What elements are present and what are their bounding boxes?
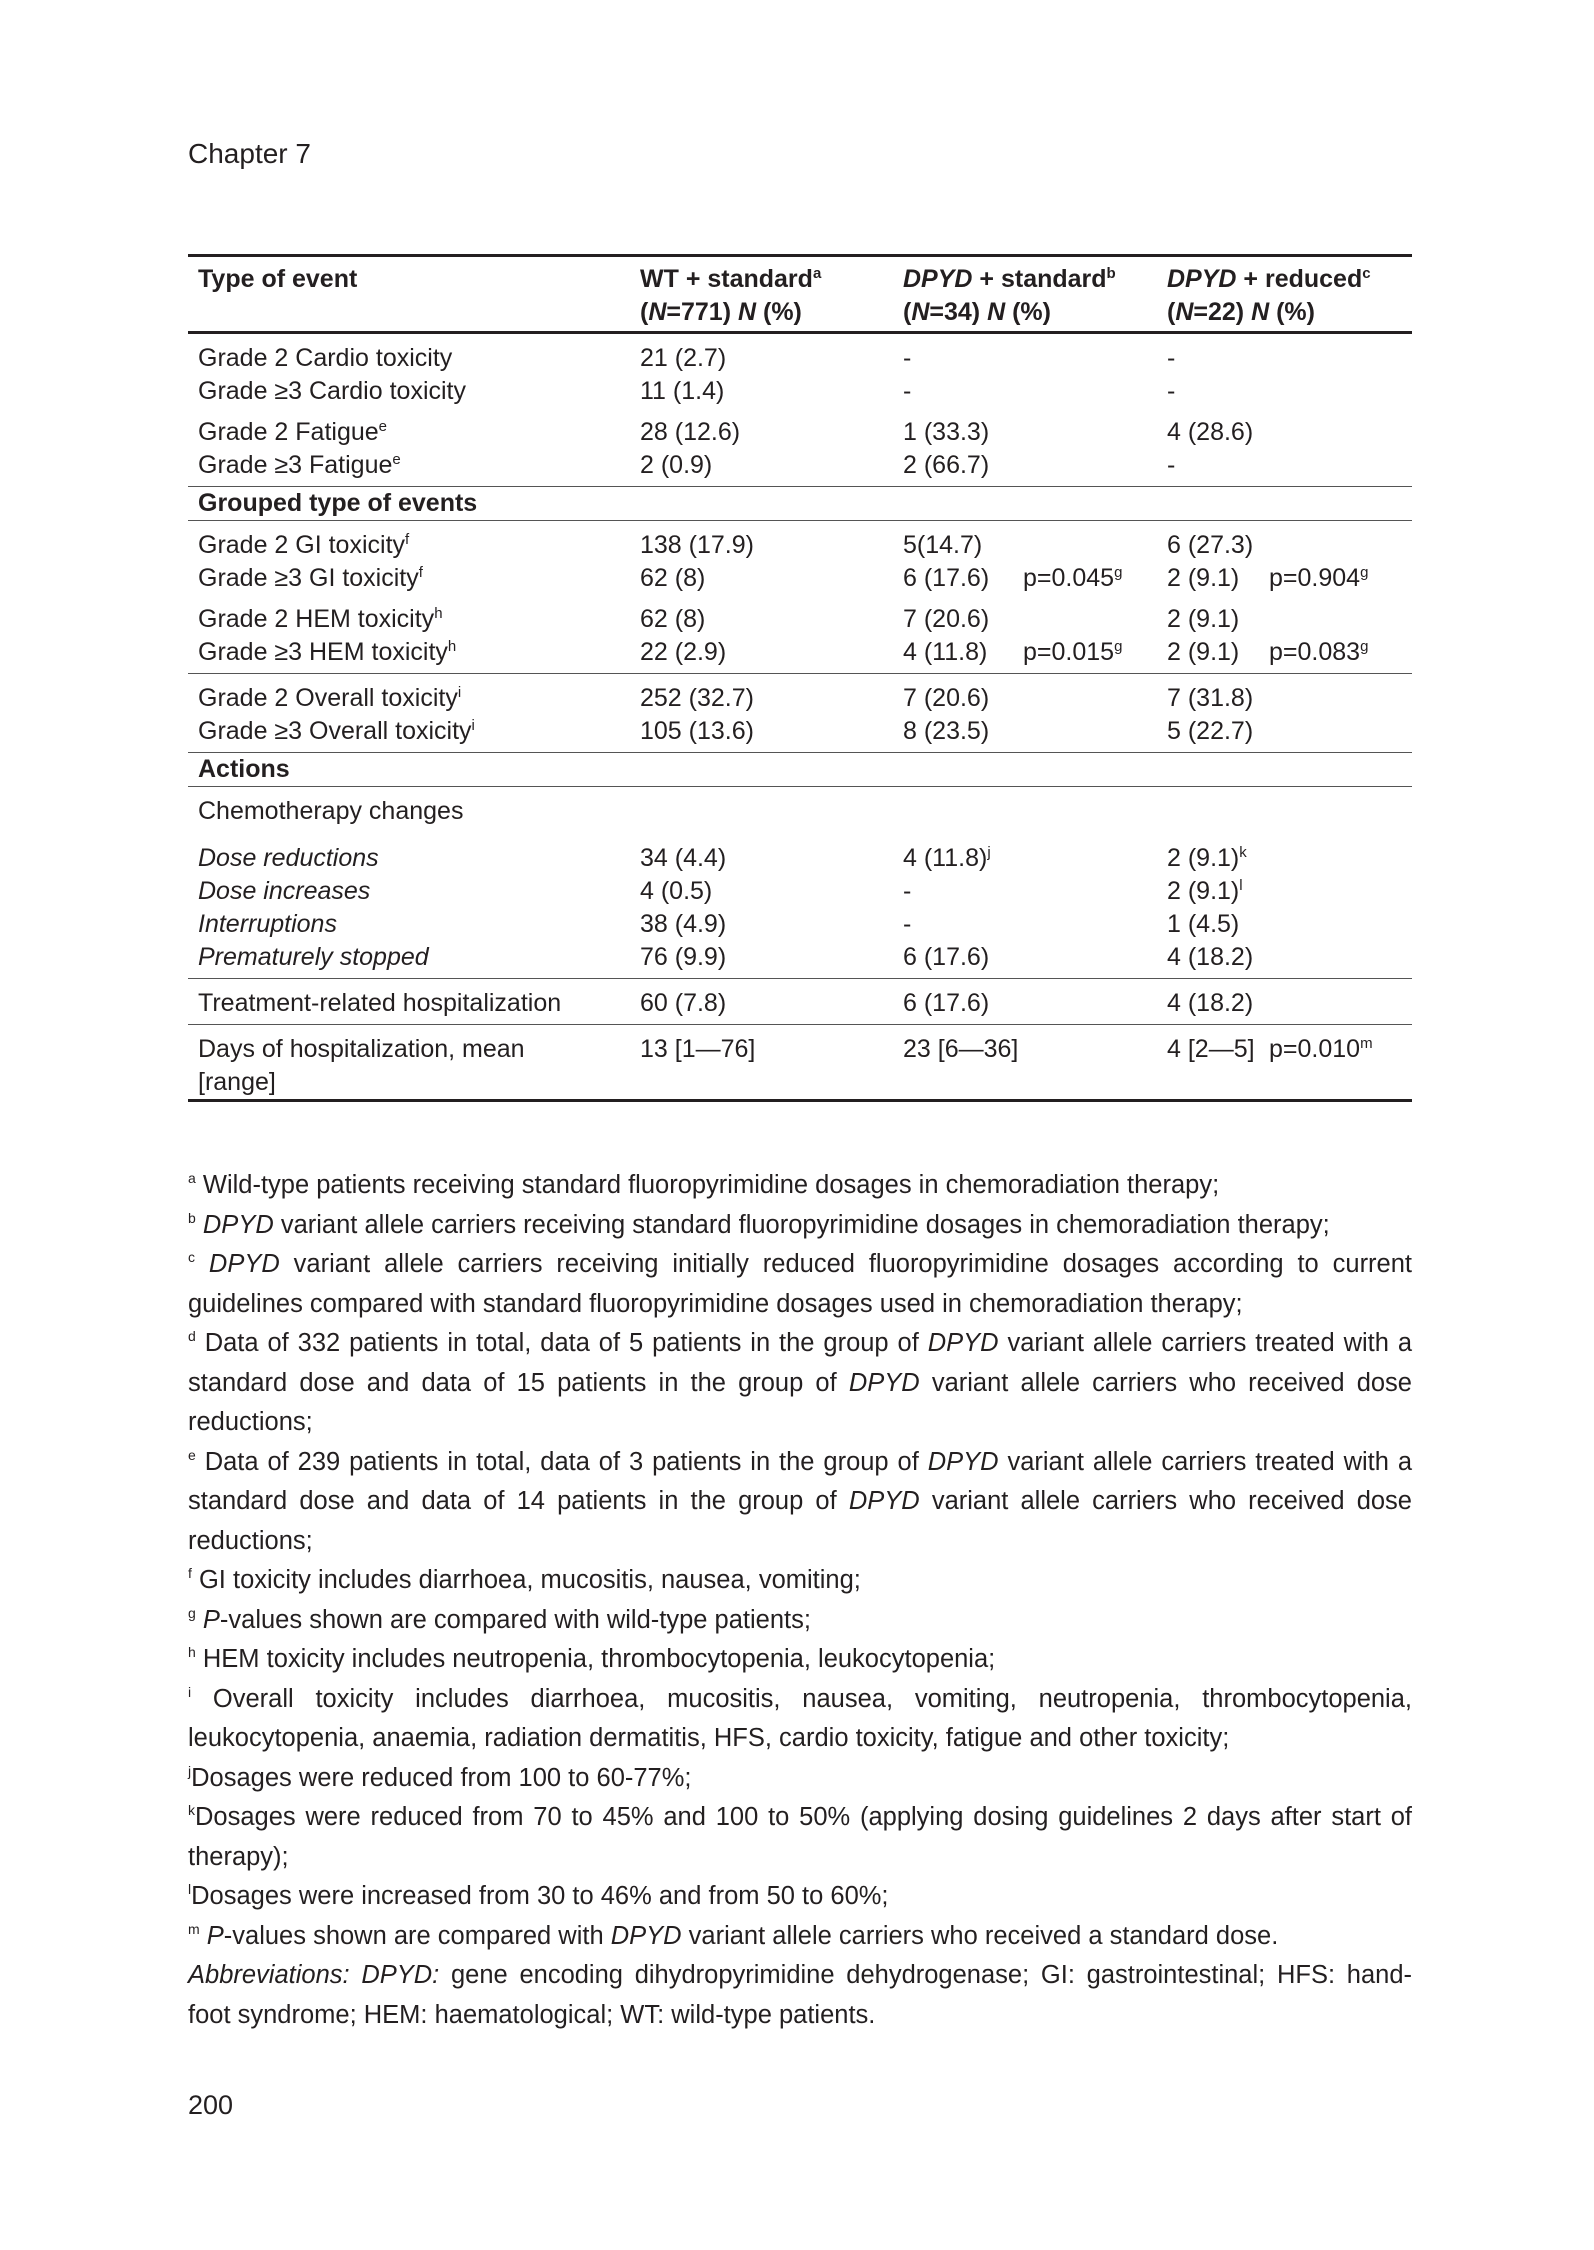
table-row: Grade 2 HEM toxicity$^h$ 62 (8) 7 (20.6) 2 (9.1): [198, 605, 1240, 633]
footnote-e: $^e$ Data of 239 patients in total, data of 3 patients in the group of DPYD variant allele carriers treated with a standard dose and data of 14 patients in the group of DPYD variant allele carriers who received dose reductions;: [188, 1446, 1413, 1555]
col-header-dpyd-standard: DPYD + standard$^b$ (N=34) N (%): [903, 265, 1116, 326]
table-row: Grade ≥3 HEM toxicity$^h$ 22 (2.9) 4 (11.8) p=0.015$^g$ 2 (9.1) p=0.083$^g$: [198, 638, 1369, 666]
table-row: Grade ≥3 GI toxicity$^f$ 62 (8) 6 (17.6) p=0.045$^g$ 2 (9.1) p=0.904$^g$: [198, 564, 1369, 592]
table-row: Chemotherapy changes: [188, 787, 1412, 829]
footnote-a: $^a$ Wild-type patients receiving standard fluoropyrimidine dosages in chemoradiation therapy;: [188, 1170, 1220, 1199]
table-row: Grade 2 Overall toxicity$^i$ 252 (32.7) 7 (20.6) 7 (31.8): [188, 674, 1412, 716]
footnote-d: $^d$ Data of 332 patients in total, data of 5 patients in the group of DPYD variant allele carriers treated with a standard dose and data of 15 patients in the group of DPYD variant allele carriers who received dose reductions;: [188, 1328, 1413, 1436]
footnote-h: $^h$ HEM toxicity includes neutropenia, thrombocytopenia, leukocytopenia;: [188, 1644, 996, 1673]
section-row-grouped: Grouped type of events: [188, 487, 1412, 521]
footnote-c: $^c$ DPYD variant allele carriers receiving initially reduced fluoropyrimidine dosages according to current guidelines compared with standard fluoropyrimidine dosages used in chemoradiation therapy;: [188, 1249, 1413, 1318]
table-row: Grade 2 Fatigue$^e$ 28 (12.6) 1 (33.3) 4 (28.6): [198, 418, 1254, 446]
col-header-wt-standard: WT + standard$^a$ (N=771) N (%): [640, 265, 822, 326]
col-header-type-of-event: Type of event: [198, 265, 358, 293]
footnote-g: $^g$ P-values shown are compared with wild-type patients;: [188, 1604, 811, 1634]
table-row: Interruptions 38 (4.9) - 1 (4.5): [198, 910, 1240, 938]
section-row-actions: Actions: [188, 753, 1412, 787]
table-row: Grade 2 GI toxicity$^f$ 138 (17.9) 5(14.7) 6 (27.3): [188, 521, 1412, 563]
table-row: Dose reductions 34 (4.4) 4 $(11.8)^j$ 2 $(9.1)^k$: [198, 844, 1247, 872]
footnotes: [188, 1166, 1412, 2035]
table-row: Dose increases 4 (0.5) - 2 $(9.1)^l$: [198, 877, 1243, 905]
table-row: Treatment-related hospitalization 60 (7.8) 6 (17.6) 4 (18.2): [188, 979, 1412, 1025]
table-row: Days of hospitalization, mean [range] 13 [1—76] 23 [6—36] 4 [2—5] $p=0.010^m$: [188, 1025, 1412, 1101]
page-number: 200: [188, 2090, 234, 2120]
footnote-i: $^i$ Overall toxicity includes diarrhoea, mucositis, nausea, vomiting, neutropenia, thrombocytopenia, leukocytopenia, anaemia, radiation dermatitis, HFS, cardio toxicity, fatigue and other toxicity;: [188, 1683, 1412, 1752]
footnote-abbreviations: Abbreviations: DPYD: gene encoding dihydropyrimidine dehydrogenase; GI: gastrointestinal; HFS: hand-foot syndrome; HEM: haematological; WT: wild-type patients.: [188, 1961, 1413, 2029]
footnote-j: $^j$Dosages were reduced from 100 to 60-77%;: [188, 1762, 692, 1792]
footnote-b: $^b$ DPYD variant allele carriers receiving standard fluoropyrimidine dosages in chemoradiation therapy;: [188, 1209, 1330, 1239]
toxicity-table: [188, 254, 1412, 1102]
table-header-row: [188, 256, 1412, 333]
table-row: Prematurely stopped 76 (9.9) 6 (17.6) 4 (18.2): [198, 943, 1254, 971]
col-header-dpyd-reduced: DPYD + reduced$^c$ (N=22) N (%): [1167, 265, 1371, 326]
table-row: Grade ≥3 Overall toxicity$^i$ 105 (13.6) 8 (23.5) 5 (22.7): [198, 717, 1254, 745]
table-row: Grade ≥3 Cardio toxicity 11 (1.4) - -: [198, 377, 1176, 405]
footnote-m: $^m$ P-values shown are compared with DPYD variant allele carriers who received a standard dose.: [188, 1920, 1279, 1950]
table-row: Grade 2 Cardio toxicity 21 (2.7) - -: [198, 344, 1176, 372]
footnote-f: $^f$ GI toxicity includes diarrhoea, mucositis, nausea, vomiting;: [188, 1565, 861, 1594]
chapter-header: Chapter 7: [188, 138, 311, 169]
footnote-l: $^l$Dosages were increased from 30 to 46% and from 50 to 60%;: [188, 1881, 889, 1910]
table-row: Grade ≥3 Fatigue$^e$ 2 (0.9) 2 (66.7) -: [198, 451, 1176, 479]
footnote-k: $^k$Dosages were reduced from 70 to 45% and 100 to 50% (applying dosing guidelines 2 days after start of therapy);: [188, 1802, 1412, 1871]
